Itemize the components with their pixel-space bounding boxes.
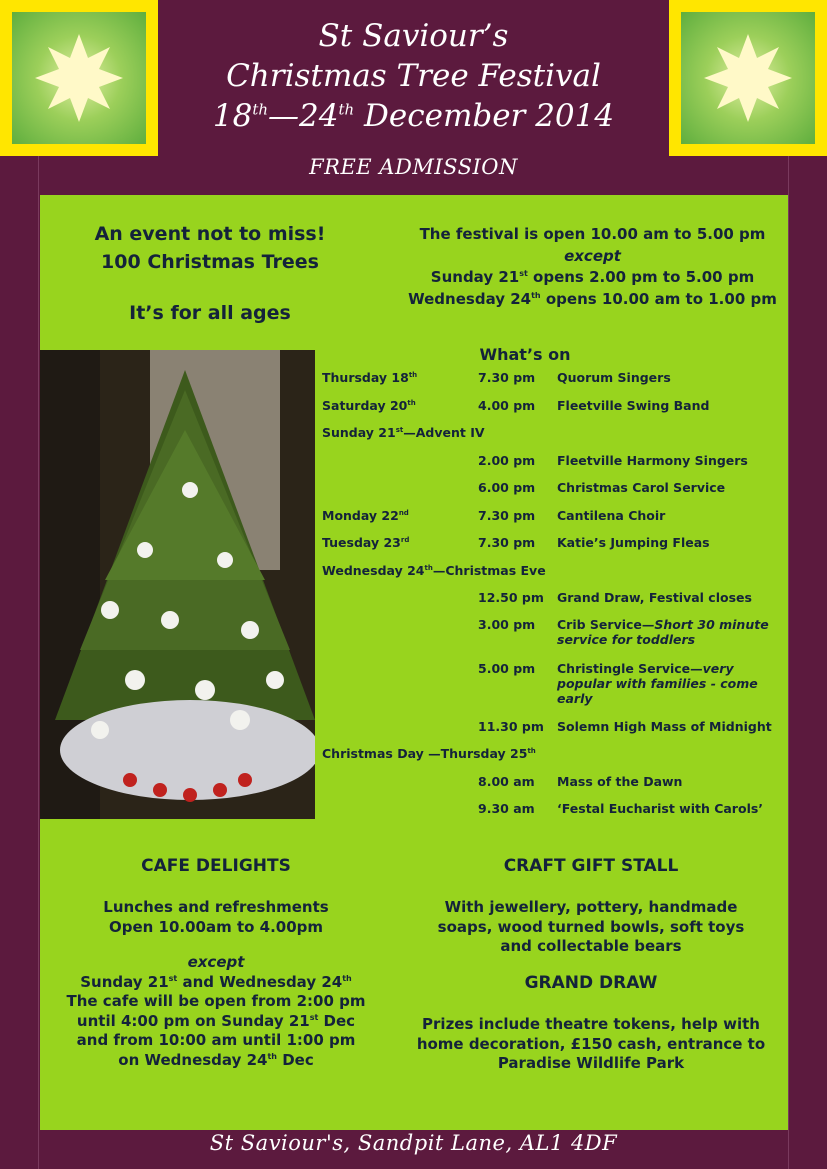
schedule-note: very popular with families - come early bbox=[557, 661, 758, 706]
schedule-activity: Fleetville Swing Band bbox=[557, 398, 710, 413]
craft-line-1: With jewellery, pottery, handmade bbox=[444, 898, 738, 916]
craft-line-2: soaps, wood turned bowls, soft toys bbox=[437, 917, 745, 936]
schedule-activity: ‘Festal Eucharist with Carols’ bbox=[557, 801, 764, 816]
schedule-time: 7.30 pm bbox=[478, 535, 536, 550]
page-title bbox=[158, 16, 669, 136]
schedule-time: 7.30 pm bbox=[478, 370, 536, 385]
star-badge-right bbox=[669, 0, 827, 156]
cafe-line-2: Open 10.00am to 4.00pm bbox=[108, 917, 324, 936]
footer-address: St Saviour's, Sandpit Lane, AL1 4DF bbox=[209, 1131, 618, 1155]
cafe-except: except bbox=[187, 953, 245, 971]
draw-line-3: Paradise Wildlife Park bbox=[497, 1054, 685, 1072]
schedule-time: 9.30 am bbox=[478, 801, 535, 816]
cafe-line-5: until 4:00 pm on Sunday 21st Dec bbox=[76, 1011, 356, 1030]
hours-except: except bbox=[564, 246, 621, 265]
schedule-day: Sunday 21st—Advent IV bbox=[322, 425, 485, 440]
star-icon bbox=[698, 28, 798, 128]
opening-hours bbox=[395, 224, 790, 310]
admission-banner: FREE ADMISSION bbox=[309, 155, 518, 179]
schedule-activity: Quorum Singers bbox=[557, 370, 671, 385]
title-line-1: St Saviour’s bbox=[318, 18, 509, 54]
whats-on-heading: What’s on bbox=[479, 345, 571, 364]
schedule-time: 8.00 am bbox=[478, 774, 535, 789]
schedule-activity: Cantilena Choir bbox=[557, 508, 666, 523]
christmas-tree-photo bbox=[40, 350, 315, 819]
craft-line-3: and collectable bears bbox=[500, 937, 682, 955]
schedule-day: Christmas Day —Thursday 25th bbox=[322, 746, 536, 761]
schedule-day: Thursday 18th bbox=[322, 370, 418, 385]
star-badge-left bbox=[0, 0, 158, 156]
tree-illustration bbox=[40, 350, 315, 819]
schedule-time: 7.30 pm bbox=[478, 508, 536, 523]
title-line-2: Christmas Tree Festival bbox=[226, 58, 601, 94]
grand-draw-details bbox=[395, 1015, 787, 1074]
cafe-line-7: on Wednesday 24th Dec bbox=[118, 1050, 314, 1069]
schedule-day: Tuesday 23rd bbox=[322, 535, 410, 550]
star-icon bbox=[29, 28, 129, 128]
schedule-activity: Katie’s Jumping Fleas bbox=[557, 535, 710, 550]
schedule-time: 3.00 pm bbox=[478, 617, 536, 632]
ages-text: It’s for all ages bbox=[129, 302, 291, 324]
cafe-details bbox=[40, 898, 392, 1070]
draw-line-1: Prizes include theatre tokens, help with bbox=[422, 1015, 760, 1033]
schedule-day: Monday 22nd bbox=[322, 508, 409, 523]
schedule-time: 12.50 pm bbox=[478, 590, 544, 605]
schedule-time: 2.00 pm bbox=[478, 453, 536, 468]
craft-details bbox=[395, 898, 787, 957]
grand-draw-heading: GRAND DRAW bbox=[524, 973, 658, 993]
cafe-heading: CAFE DELIGHTS bbox=[141, 856, 291, 876]
schedule-time: 4.00 pm bbox=[478, 398, 536, 413]
schedule-activity: Grand Draw, Festival closes bbox=[557, 590, 752, 605]
schedule-day: Saturday 20th bbox=[322, 398, 416, 413]
craft-heading: CRAFT GIFT STALL bbox=[503, 856, 679, 876]
intro-line-2: 100 Christmas Trees bbox=[101, 251, 319, 273]
schedule-activity: Fleetville Harmony Singers bbox=[557, 453, 748, 468]
cafe-line-4: The cafe will be open from 2:00 pm bbox=[66, 992, 366, 1010]
intro-line-1: An event not to miss! bbox=[94, 223, 326, 245]
schedule-time: 6.00 pm bbox=[478, 480, 536, 495]
draw-line-2: home decoration, £150 cash, entrance to bbox=[416, 1034, 766, 1053]
schedule-note: Short 30 minute service for toddlers bbox=[557, 617, 769, 647]
schedule-activity: Mass of the Dawn bbox=[557, 774, 683, 789]
hours-line-1: The festival is open 10.00 am to 5.00 pm bbox=[419, 225, 766, 243]
title-dates: 18th—24th December 2014 bbox=[212, 98, 615, 134]
schedule-day: Wednesday 24th—Christmas Eve bbox=[322, 563, 546, 578]
schedule-activity: Christmas Carol Service bbox=[557, 480, 726, 495]
schedule-activity: Solemn High Mass of Midnight bbox=[557, 719, 772, 734]
hours-sunday: Sunday 21st opens 2.00 pm to 5.00 pm bbox=[430, 268, 755, 286]
cafe-line-6: and from 10:00 am until 1:00 pm bbox=[76, 1031, 356, 1049]
hours-wednesday: Wednesday 24th opens 10.00 am to 1.00 pm bbox=[408, 289, 777, 308]
schedule-time: 11.30 pm bbox=[478, 719, 544, 734]
schedule-activity: Crib Service—Short 30 minute service for toddlers bbox=[557, 617, 769, 647]
schedule-time: 5.00 pm bbox=[478, 661, 536, 676]
intro-headline bbox=[40, 220, 380, 276]
schedule-activity: Christingle Service—very popular with families - come early bbox=[557, 661, 758, 706]
cafe-line-1: Lunches and refreshments bbox=[103, 898, 329, 916]
cafe-line-3: Sunday 21st and Wednesday 24th bbox=[80, 972, 352, 991]
